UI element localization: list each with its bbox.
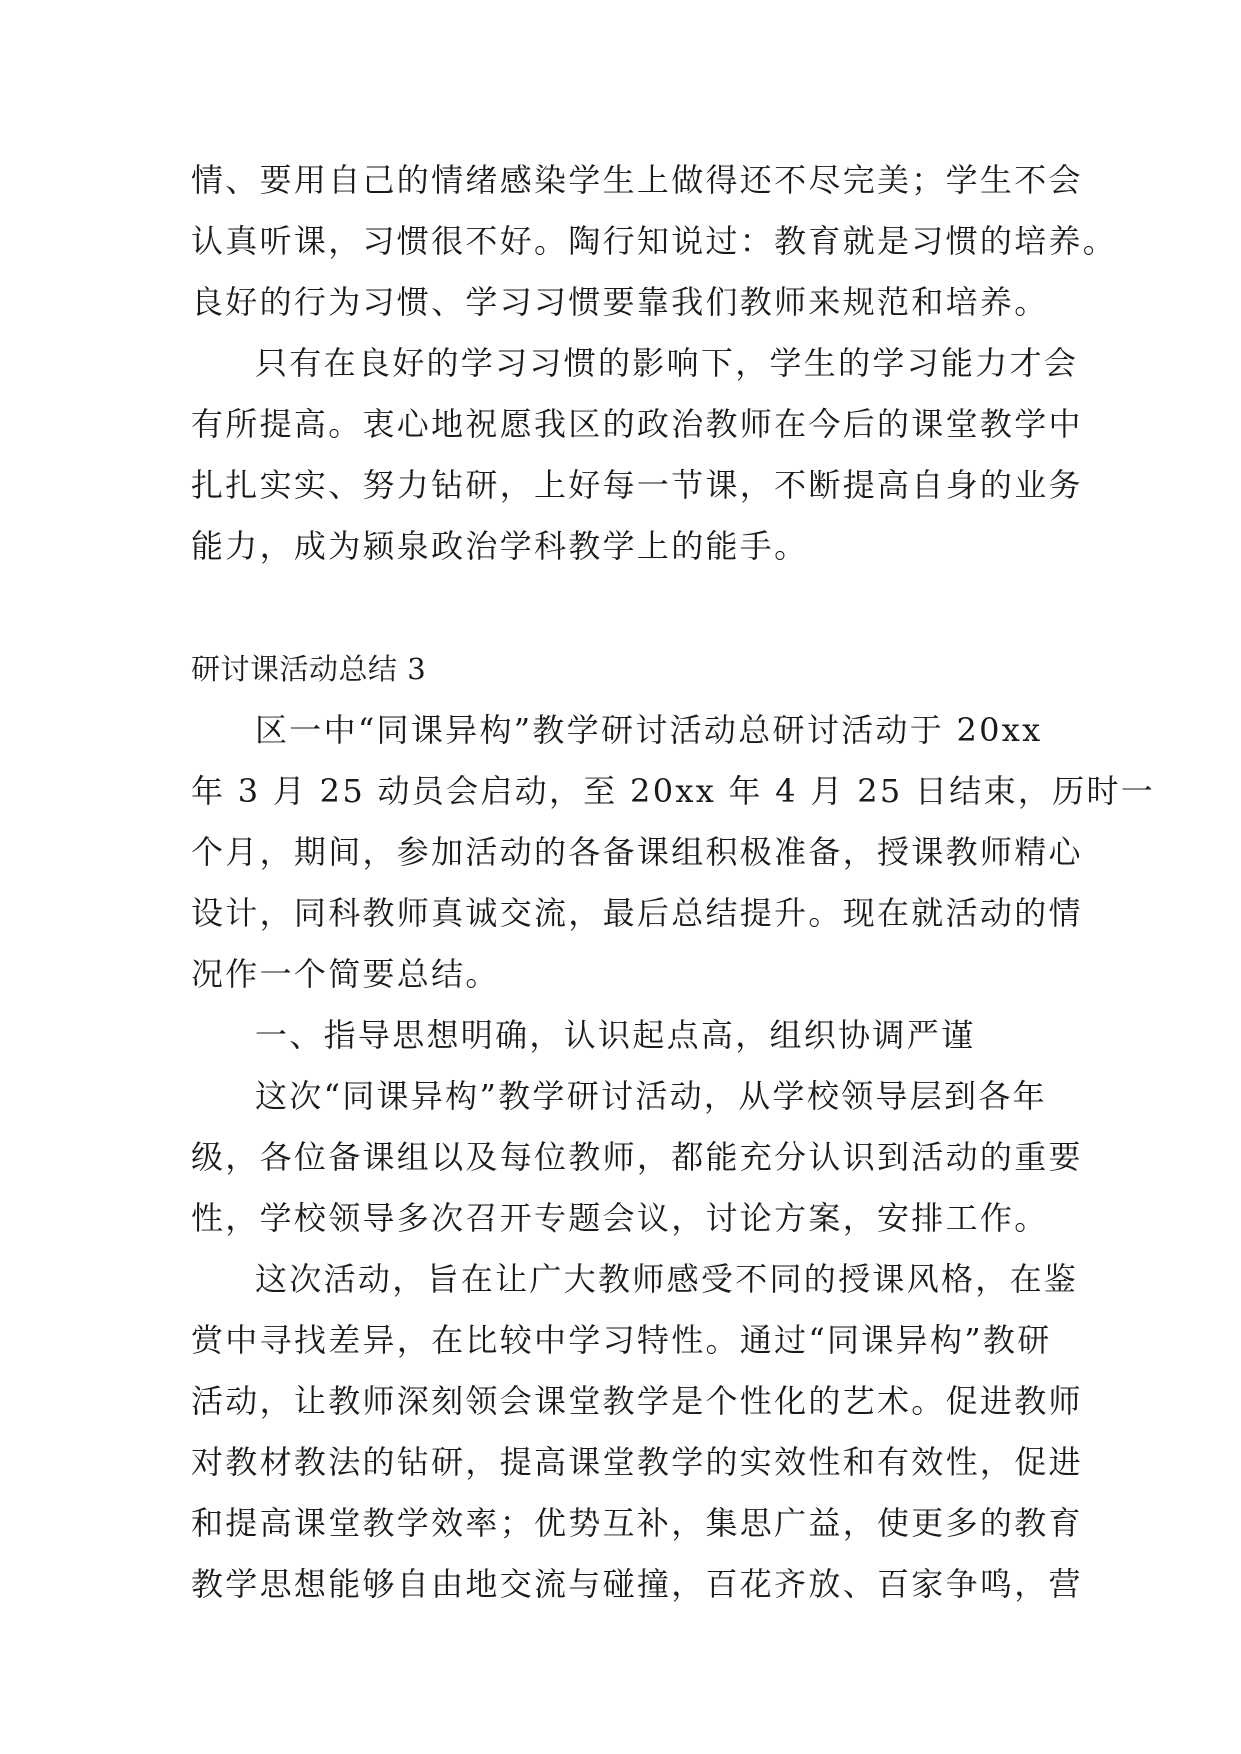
- text-line: 这次“同课异构”教学研讨活动，从学校领导层到各年: [255, 1077, 1047, 1115]
- text-line: 这次活动，旨在让广大教师感受不同的授课风格，在鉴: [255, 1260, 1079, 1298]
- paragraph: [191, 1249, 1083, 1615]
- paragraph: [191, 700, 1156, 1005]
- text-line: 年 3 月 25 动员会启动，至 20xx 年 4 月 25 日结束，历时一: [191, 772, 1156, 810]
- text-line: 扎扎实实、努力钻研，上好每一节课，不断提高自身的业务: [191, 466, 1083, 504]
- paragraph: [191, 333, 1083, 577]
- text-line: 教学思想能够自由地交流与碰撞，百花齐放、百家争鸣，营: [191, 1565, 1083, 1603]
- text-line: 良好的行为习惯、学习习惯要靠我们教师来规范和培养。: [191, 283, 1049, 321]
- text-line: 况作一个简要总结。: [191, 955, 500, 993]
- text-line: 性，学校领导多次召开专题会议，讨论方案，安排工作。: [191, 1199, 1049, 1237]
- text-line: 活动，让教师深刻领会课堂教学是个性化的艺术。促进教师: [191, 1382, 1083, 1420]
- text-line: 有所提高。衷心地祝愿我区的政治教师在今后的课堂教学中: [191, 405, 1083, 443]
- text-line: 区一中“同课异构”教学研讨活动总研讨活动于 20xx: [255, 711, 1043, 749]
- subheading: 一、指导思想明确，认识起点高，组织协调严谨: [255, 1016, 976, 1054]
- text-line: 对教材教法的钻研，提高课堂教学的实效性和有效性，促进: [191, 1443, 1083, 1481]
- text-line: 和提高课堂教学效率；优势互补，集思广益，使更多的教育: [191, 1504, 1083, 1542]
- paragraph: [191, 1066, 1083, 1249]
- text-line: 设计，同科教师真诚交流，最后总结提升。现在就活动的情: [191, 894, 1083, 932]
- text-line: 情、要用自己的情绪感染学生上做得还不尽完美；学生不会: [191, 161, 1083, 199]
- text-line: 级，各位备课组以及每位教师，都能充分认识到活动的重要: [191, 1138, 1083, 1176]
- text-line: 认真听课，习惯很不好。陶行知说过：教育就是习惯的培养。: [191, 222, 1118, 260]
- text-line: 个月，期间，参加活动的各备课组积极准备，授课教师精心: [191, 833, 1083, 871]
- text-line: 能力，成为颍泉政治学科教学上的能手。: [191, 527, 809, 565]
- paragraph: [191, 150, 1118, 333]
- text-line: 赏中寻找差异，在比较中学习特性。通过“同课异构”教研: [191, 1321, 1052, 1359]
- section-gap: [191, 577, 1051, 639]
- document-body: [191, 150, 1156, 1615]
- text-line: 只有在良好的学习习惯的影响下，学生的学习能力才会: [255, 344, 1079, 382]
- section-title: 研讨课活动总结 3: [191, 652, 427, 686]
